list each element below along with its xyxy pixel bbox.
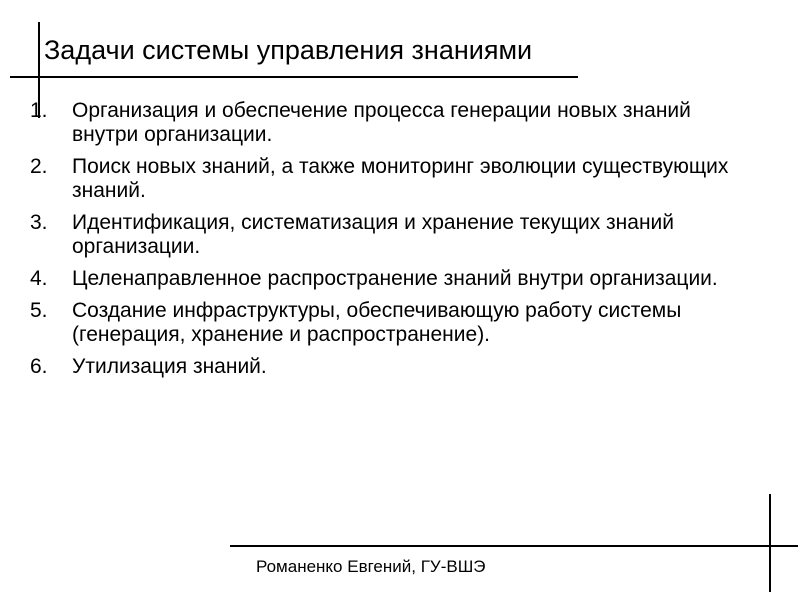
list-item-number: 1. <box>30 99 48 122</box>
list-item-text: Поиск новых знаний, а также мониторинг эволюции существующих знаний. <box>72 155 729 202</box>
list-item-text: Идентификация, систематизация и хранение текущих знаний организации. <box>72 211 675 258</box>
list-item <box>30 299 760 347</box>
decorative-vertical-line-bottom <box>769 494 771 592</box>
list-item <box>30 155 760 203</box>
footer-author: Романенко Евгений, ГУ-ВШЭ <box>256 557 486 576</box>
task-list <box>30 99 760 387</box>
list-item <box>30 99 760 147</box>
decorative-horizontal-line-bottom <box>230 545 798 547</box>
list-item-text: Утилизация знаний. <box>72 355 267 378</box>
list-item-number: 2. <box>30 155 48 178</box>
list-item-text: Целенаправленное распространение знаний внутри организации. <box>72 267 718 290</box>
list-item-number: 3. <box>30 211 48 234</box>
list-item <box>30 211 760 259</box>
decorative-horizontal-line-top <box>10 76 578 78</box>
list-item-number: 5. <box>30 299 48 322</box>
list-item-number: 6. <box>30 355 48 378</box>
list-item-text: Организация и обеспечение процесса генерации новых знаний внутри организации. <box>72 99 691 146</box>
list-item-text: Создание инфраструктуры, обеспечивающую работу системы (генерация, хранение и распространение). <box>72 299 682 346</box>
list-item-number: 4. <box>30 267 48 290</box>
list-item <box>30 355 760 379</box>
slide-title: Задачи системы управления знаниями <box>44 35 533 65</box>
list-item <box>30 267 760 291</box>
